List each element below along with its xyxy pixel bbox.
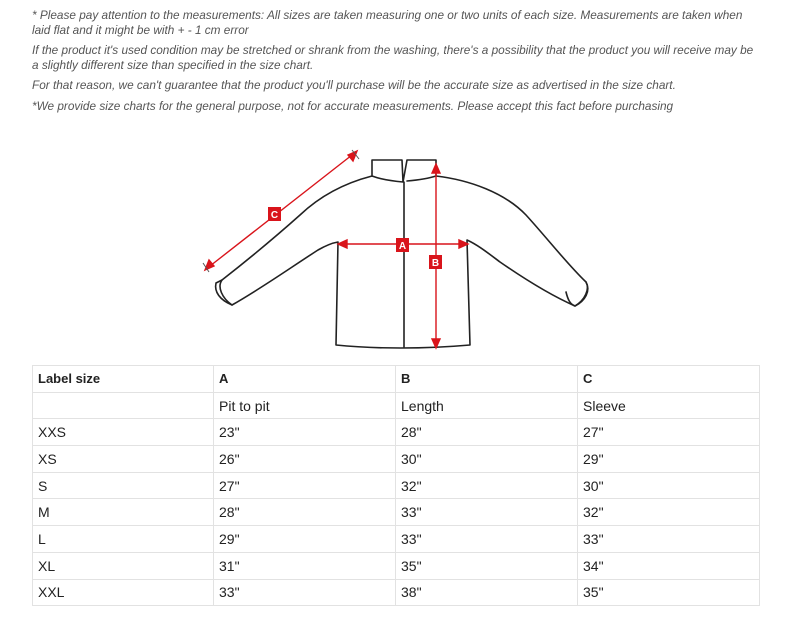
label-a: A <box>398 241 407 252</box>
pit-to-pit-value: 33" <box>214 579 396 606</box>
sleeve-value: 32" <box>578 499 760 526</box>
label-c: C <box>270 210 279 221</box>
sleeve-value: 33" <box>578 526 760 553</box>
length-value: 33" <box>396 499 578 526</box>
guarantee-note: For that reason, we can't guarantee that the product you'll purchase will be the accurate size as advertised in the size chart. <box>32 78 676 92</box>
header-c: C <box>578 366 760 393</box>
measurement-c-arrow-top <box>348 151 357 161</box>
table-row <box>33 499 760 526</box>
pit-to-pit-value: 28" <box>214 499 396 526</box>
size-label: M <box>33 499 214 526</box>
sleeve-value: 27" <box>578 419 760 446</box>
sleeve-value: 30" <box>578 472 760 499</box>
size-label: XL <box>33 552 214 579</box>
length-value: 30" <box>396 446 578 473</box>
label-b: B <box>431 258 440 269</box>
table-row <box>33 472 760 499</box>
sleeve-value: 34" <box>578 552 760 579</box>
length-value: 33" <box>396 526 578 553</box>
subheader-length: Length <box>396 392 578 419</box>
general-purpose-note: *We provide size charts for the general purpose, not for accurate measurements. Please accept this fact before purchasing <box>32 98 674 113</box>
measurement-b-arrow-top <box>432 164 440 173</box>
subheader-sleeve: Sleeve <box>578 392 760 419</box>
size-chart-table <box>32 365 760 606</box>
table-subheader-row <box>33 392 760 419</box>
size-label: XS <box>33 446 214 473</box>
table-row <box>33 419 760 446</box>
size-notes <box>32 8 762 119</box>
table-row <box>33 579 760 606</box>
left-cuff <box>216 280 232 305</box>
subheader-empty <box>33 392 214 419</box>
right-cuff <box>566 282 588 306</box>
length-value: 38" <box>396 579 578 606</box>
subheader-pit-to-pit: Pit to pit <box>214 392 396 419</box>
size-label: S <box>33 472 214 499</box>
condition-note: If the product it's used condition may be stretched or shrank from the washing, there's a possibility that the product you will receive may be a slightly different size than specified in the size chart. <box>32 43 754 72</box>
size-label: L <box>33 526 214 553</box>
header-label-size: Label size <box>33 366 214 393</box>
header-a: A <box>214 366 396 393</box>
sleeve-value: 29" <box>578 446 760 473</box>
length-value: 28" <box>396 419 578 446</box>
sleeve-value: 35" <box>578 579 760 606</box>
jacket-measurement-diagram <box>195 148 595 353</box>
measurement-note: * Please pay attention to the measurements: All sizes are taken measuring one or two units of each size. Measurements are taken when laid flat and it might be with + - 1 cm error <box>32 8 743 37</box>
pit-to-pit-value: 27" <box>214 472 396 499</box>
jacket-collar <box>372 160 436 182</box>
table-row <box>33 552 760 579</box>
pit-to-pit-value: 29" <box>214 526 396 553</box>
table-row <box>33 526 760 553</box>
measurement-a-arrow-left <box>338 240 347 248</box>
pit-to-pit-value: 31" <box>214 552 396 579</box>
length-value: 35" <box>396 552 578 579</box>
length-value: 32" <box>396 472 578 499</box>
header-b: B <box>396 366 578 393</box>
table-row <box>33 446 760 473</box>
pit-to-pit-value: 26" <box>214 446 396 473</box>
size-label: XXL <box>33 579 214 606</box>
table-header-row <box>33 366 760 393</box>
pit-to-pit-value: 23" <box>214 419 396 446</box>
size-label: XXS <box>33 419 214 446</box>
